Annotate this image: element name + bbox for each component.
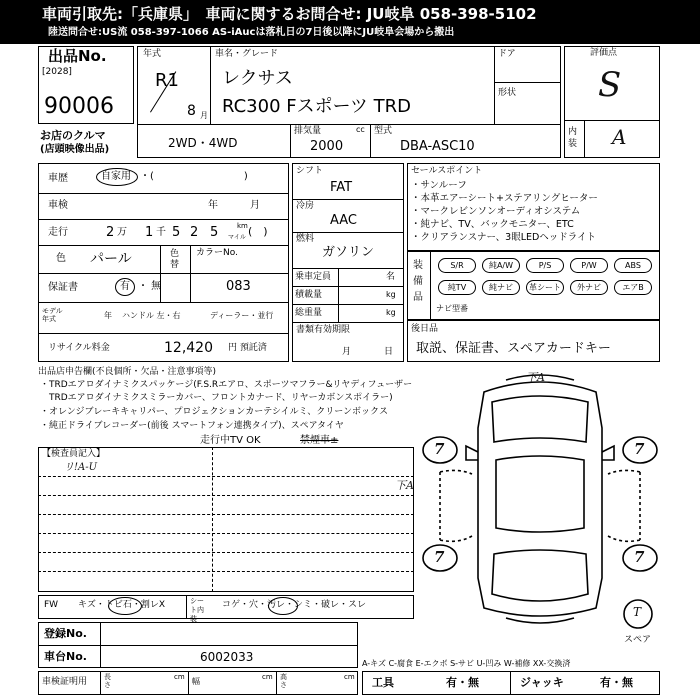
car-diagram <box>410 368 670 630</box>
header-line-2: 陸送問合せ:US流 058-397-1066 AS-iAucは落札日の7日後以降にJU岐阜会場から搬出 <box>48 27 455 38</box>
tire-mark-fl: 7 <box>434 440 445 458</box>
equipment-item: 純ナビ <box>482 280 520 295</box>
sales-point-4: ・純ナビ、TV、バックモニター、ETC <box>411 219 574 230</box>
model-code: DBA-ASC10 <box>400 139 475 154</box>
recycle-label: リサイクル料金 <box>48 343 110 353</box>
struck-note: 禁煙車± <box>300 435 339 446</box>
shift-label: シフト <box>296 166 324 176</box>
shop-car-label: お店のクルマ <box>40 129 106 142</box>
sales-point-1: ・サンルーフ <box>411 180 467 191</box>
inspector-rule <box>38 552 414 553</box>
mileage-4: 5 <box>210 225 219 240</box>
reg-no-label: 登録No. <box>44 627 87 640</box>
capacity-label: 乗車定員 <box>295 272 332 282</box>
tire-mark-rr: 7 <box>634 548 645 566</box>
vehicle-model: RC300 Fスポーツ TRD <box>222 96 411 117</box>
mileage-man: 2 <box>106 225 115 240</box>
inspector-note: リ!A-U <box>64 462 98 473</box>
door-label: ドア <box>498 49 516 59</box>
diagram-side-note: 下A <box>395 479 414 492</box>
dim-width-label: 幅 <box>192 677 200 686</box>
load-label: 積載量 <box>295 290 323 300</box>
notes-label: 出品店申告欄(不良個所・欠品・注意事項等) <box>38 367 217 377</box>
spare-label: スペア <box>624 635 652 645</box>
inspector-rule <box>38 495 414 496</box>
displacement-value: 2000 <box>310 139 344 154</box>
lot-label: 出品No. <box>48 47 107 65</box>
navi-model-label: ナビ型番 <box>436 304 468 313</box>
chassis-label: 車台No. <box>44 650 87 663</box>
drive-type: 2WD・4WD <box>168 136 238 150</box>
mileage-label: 走行 <box>48 227 68 238</box>
equipment-item: P/S <box>526 258 564 273</box>
inspector-rule <box>38 533 414 534</box>
sales-point-5: ・クリアランスナー、3眼LEDヘッドライト <box>411 232 597 243</box>
dim-height-label: 高さ <box>280 673 287 689</box>
shop-car-sub: (店頭映像出品) <box>40 144 110 155</box>
fw-label: FW <box>44 600 59 610</box>
tools-label: 工具 <box>372 676 394 689</box>
warranty-no: ・ 無 <box>138 281 162 292</box>
year-value: R1 <box>155 70 179 91</box>
inspection-year-unit: 年 <box>208 200 218 211</box>
dim-width-unit: cm <box>262 673 273 681</box>
inspector-label: 【検査員記入】 <box>42 449 106 459</box>
ac-label: 冷房 <box>296 201 315 211</box>
displacement-unit: cc <box>356 125 365 134</box>
lot-number: 90006 <box>44 94 114 119</box>
handle-label: ハンドル 左・右 <box>122 311 181 320</box>
equipment-item: エアB <box>614 280 652 295</box>
history-value: 自家用 <box>101 171 131 182</box>
name-grade-label: 車名・グレード <box>215 49 279 59</box>
recycle-value: 12,420 <box>164 340 213 356</box>
dim-length-label: 長さ <box>104 673 111 689</box>
inspector-rule <box>38 514 414 515</box>
recycle-unit: 円 預託済 <box>228 343 267 353</box>
notes-line-4: ・純正ドライブレコーダー(前後 スマートフォン連携タイプ)、スペアタイヤ <box>40 421 344 431</box>
equipment-item: S/R <box>438 258 476 273</box>
inspection-month-unit: 月 <box>250 200 260 211</box>
mileage-1: 1 <box>145 225 154 240</box>
fuel-value: ガソリン <box>322 245 375 260</box>
capacity-unit: 名 <box>386 272 396 282</box>
color-no-value: 083 <box>226 279 251 294</box>
inspector-rule <box>38 571 414 572</box>
equipment-item: ABS <box>614 258 652 273</box>
sales-point-2: ・本革エアーシート+ステアリングヒーター <box>411 193 598 204</box>
after-date-label: 後日品 <box>411 324 439 334</box>
dim-length-unit: cm <box>174 673 185 681</box>
model-year-label: モデル年式 <box>42 307 63 323</box>
fw-circle <box>108 597 142 615</box>
sales-point-3: ・マークレビンソンオーディオシステム <box>411 206 581 217</box>
doc-expiry-label: 書類有効期限 <box>296 325 351 335</box>
doc-day: 日 <box>384 347 394 357</box>
mileage-unit-km: km <box>237 222 248 230</box>
mileage-unit-mile: マイル <box>228 234 246 241</box>
mileage-man-unit: 万 <box>117 227 127 238</box>
notes-line-1: ・TRDエアロダイナミクスパッケージ(F.S.Rエアロ、スポーツマフラー&リヤディフューザー <box>40 380 413 390</box>
displacement-label: 排気量 <box>294 126 322 136</box>
inspector-rule <box>38 476 414 477</box>
equipment-item: 純TV <box>438 280 476 295</box>
dealer-label: ディーラー・並行 <box>210 311 274 320</box>
warranty-yes: 有 <box>120 281 130 292</box>
ac-value: AAC <box>330 213 357 228</box>
doc-month: 月 <box>342 347 352 357</box>
history-label: 車歴 <box>48 173 68 184</box>
after-date-value: 取説、保証書、スペアカードキー <box>416 341 611 356</box>
notes-line-3: ・オレンジブレーキキャリパー、プロジェクションカーテシイルミ、クリーンボックス <box>40 407 388 417</box>
color-label: 色 <box>56 253 66 264</box>
warranty-label: 保証書 <box>48 282 78 293</box>
spare-mark: T <box>633 605 642 619</box>
color-value: パール <box>90 251 132 267</box>
sales-points-label: セールスポイント <box>411 166 483 176</box>
tire-mark-fr: 7 <box>634 440 645 458</box>
equipment-item: 革シート <box>526 280 564 295</box>
color-no-label: カラーNo. <box>196 248 238 258</box>
month-unit: 月 <box>200 111 208 120</box>
grade-label: 評価点 <box>590 48 618 58</box>
diagram-top-note: 下A <box>526 371 545 384</box>
equipment-item: 純A/W <box>482 258 520 273</box>
equipment-item: P/W <box>570 258 608 273</box>
mileage-3: 2 <box>190 225 199 240</box>
seat-text: コゲ・穴・汚レ・シミ・破レ・スレ <box>222 600 367 610</box>
dim-height-unit: cm <box>344 673 355 681</box>
notes-line-2: TRDエアロダイナミクスミラーカバー、フロントカナード、リヤーカボンスポイラー) <box>40 393 393 403</box>
header-line-1: 車両引取先:「兵庫県」 車両に関するお問合せ: JU岐阜 058-398-5102 <box>42 5 537 23</box>
mileage-2: 5 <box>172 225 181 240</box>
shift-value: FAT <box>330 180 353 195</box>
seat-circle <box>268 597 298 615</box>
inspection-label: 車検 <box>48 200 68 211</box>
equipment-item: 外ナビ <box>570 280 608 295</box>
load-unit: kg <box>386 290 396 299</box>
lot-sub-number: [2028] <box>42 67 72 77</box>
jack-value: 有・無 <box>600 676 633 689</box>
chassis-value: 6002033 <box>200 650 254 664</box>
cert-label: 車検証明用 <box>42 677 88 687</box>
vehicle-make: レクサス <box>222 68 293 89</box>
equipment-label: 装備品 <box>413 260 423 303</box>
shape-label: 形状 <box>498 88 517 98</box>
tv-ok-note: 走行中TV OK <box>200 435 261 446</box>
mileage-sen-unit: 千 <box>156 227 166 238</box>
month-value: 8 <box>187 103 196 119</box>
total-weight-unit: kg <box>386 308 396 317</box>
type-label: 型式 <box>374 126 393 136</box>
model-year-unit: 年 <box>104 311 112 320</box>
jack-label: ジャッキ <box>520 676 564 689</box>
seat-label: シート内装 <box>190 597 204 623</box>
grade-score: S <box>598 65 622 105</box>
fw-text: キズ・トビ石・割レX <box>78 600 165 610</box>
color-change-label: 色替 <box>170 249 180 270</box>
tire-mark-rl: 7 <box>434 548 445 566</box>
total-weight-label: 総重量 <box>295 308 323 318</box>
damage-legend: A-キズ C-腐食 E-エクボ S-サビ U-凹み W-補修 XX-交換済 <box>362 659 571 668</box>
history-rest: ・( ) <box>140 171 248 182</box>
interior-label: 内装 <box>568 127 578 149</box>
interior-score: A <box>612 125 627 149</box>
fuel-label: 燃料 <box>296 234 315 244</box>
tools-value: 有・無 <box>446 676 479 689</box>
year-label: 年式 <box>143 49 162 59</box>
